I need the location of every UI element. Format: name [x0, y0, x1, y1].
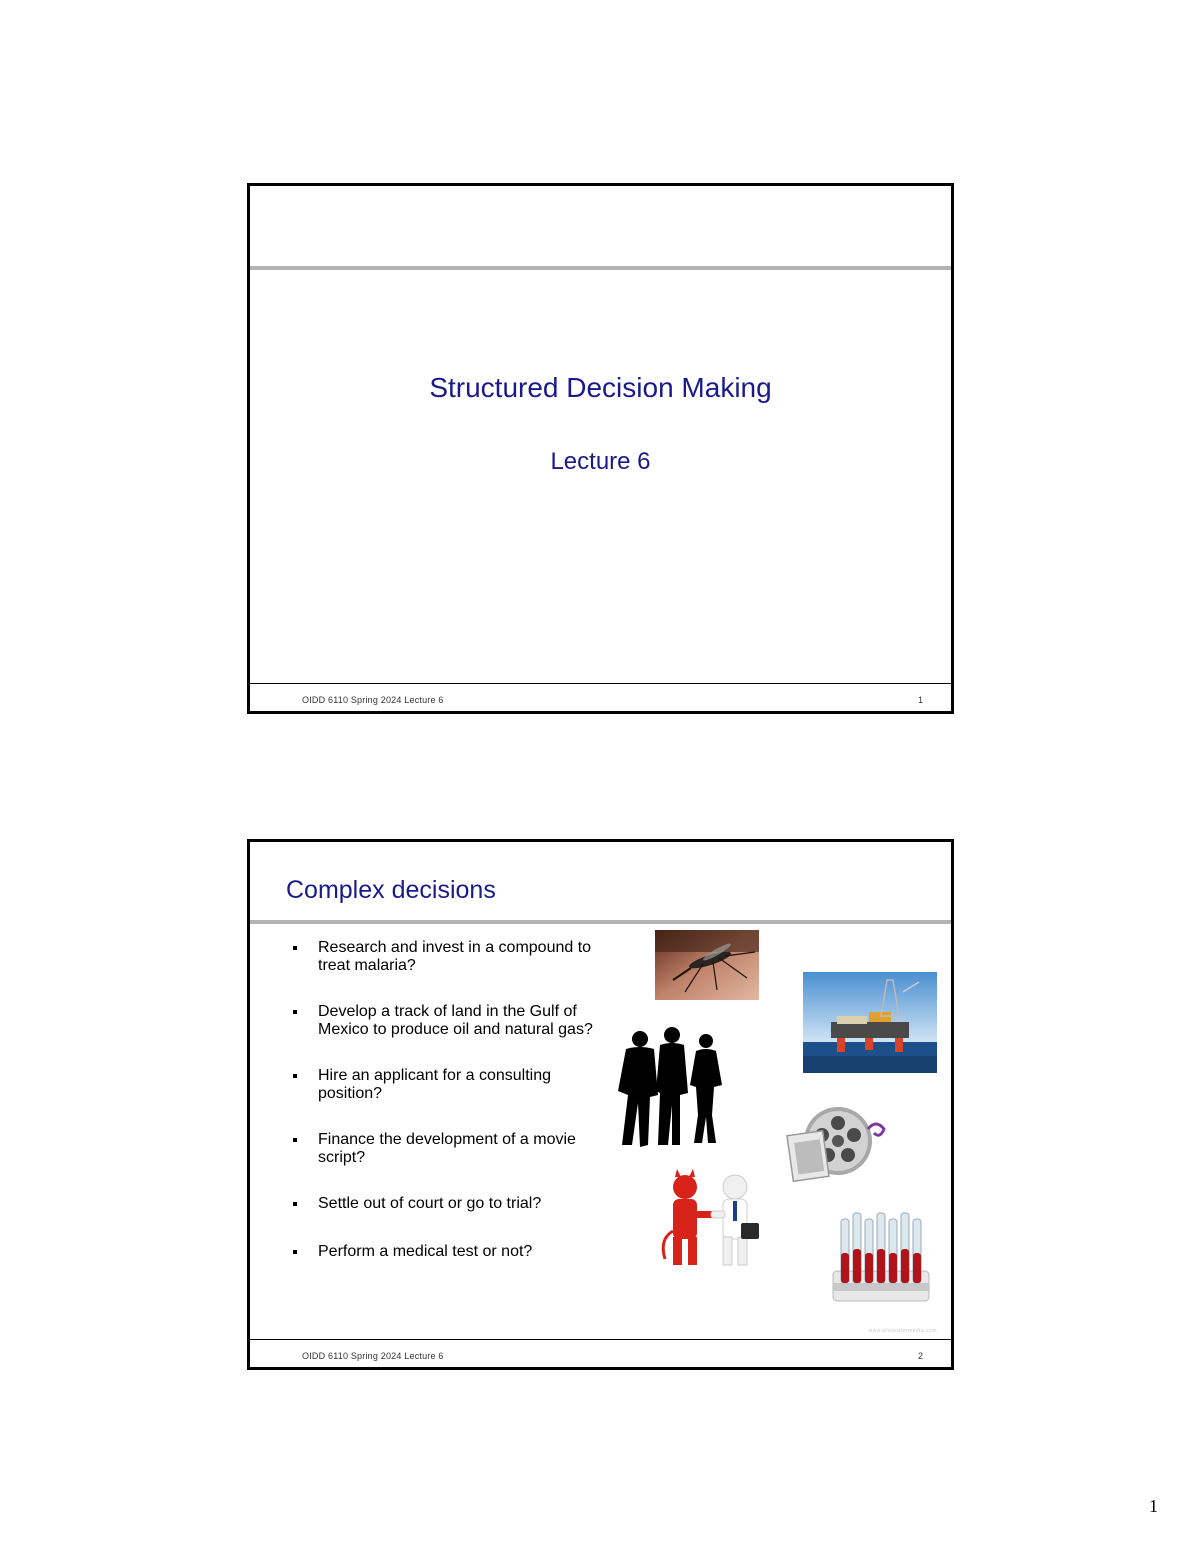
slide-1 [247, 183, 954, 714]
list-item: Perform a medical test or not? [290, 1243, 610, 1261]
devil-handshake-clipart [655, 1169, 765, 1273]
list-item: Develop a track of land in the Gulf of Mexico to produce oil and natural gas? [290, 1003, 610, 1039]
slide-number: 2 [917, 1351, 923, 1361]
business-people-silhouette [610, 1025, 740, 1150]
test-tubes-photo [827, 1199, 937, 1322]
film-reel-icon [780, 1099, 890, 1201]
slide-number: 1 [917, 695, 923, 705]
footer-rule [250, 1339, 951, 1340]
header-rule [250, 266, 951, 270]
slide-heading: Complex decisions [286, 876, 496, 904]
mosquito-photo [655, 930, 759, 1000]
page-number: 1 [1149, 1496, 1158, 1516]
list-item: Research and invest in a compound to treat malaria? [290, 939, 610, 975]
header-rule [250, 920, 951, 924]
oil-rig-photo [803, 972, 937, 1073]
footer-rule [250, 683, 951, 684]
slide-2 [247, 839, 954, 1370]
list-item: Finance the development of a movie script? [290, 1131, 610, 1167]
slide-subtitle: Lecture 6 [550, 448, 651, 475]
bullet-list [290, 939, 610, 1261]
watermark: www.presentermedia.com [868, 1328, 937, 1334]
slide-footer: OIDD 6110 Spring 2024 Lecture 6 [302, 695, 444, 705]
slide-footer: OIDD 6110 Spring 2024 Lecture 6 [302, 1351, 444, 1361]
slide-title: Structured Decision Making [429, 372, 772, 403]
list-item: Hire an applicant for a consulting position? [290, 1067, 610, 1103]
list-item: Settle out of court or go to trial? [290, 1195, 610, 1213]
